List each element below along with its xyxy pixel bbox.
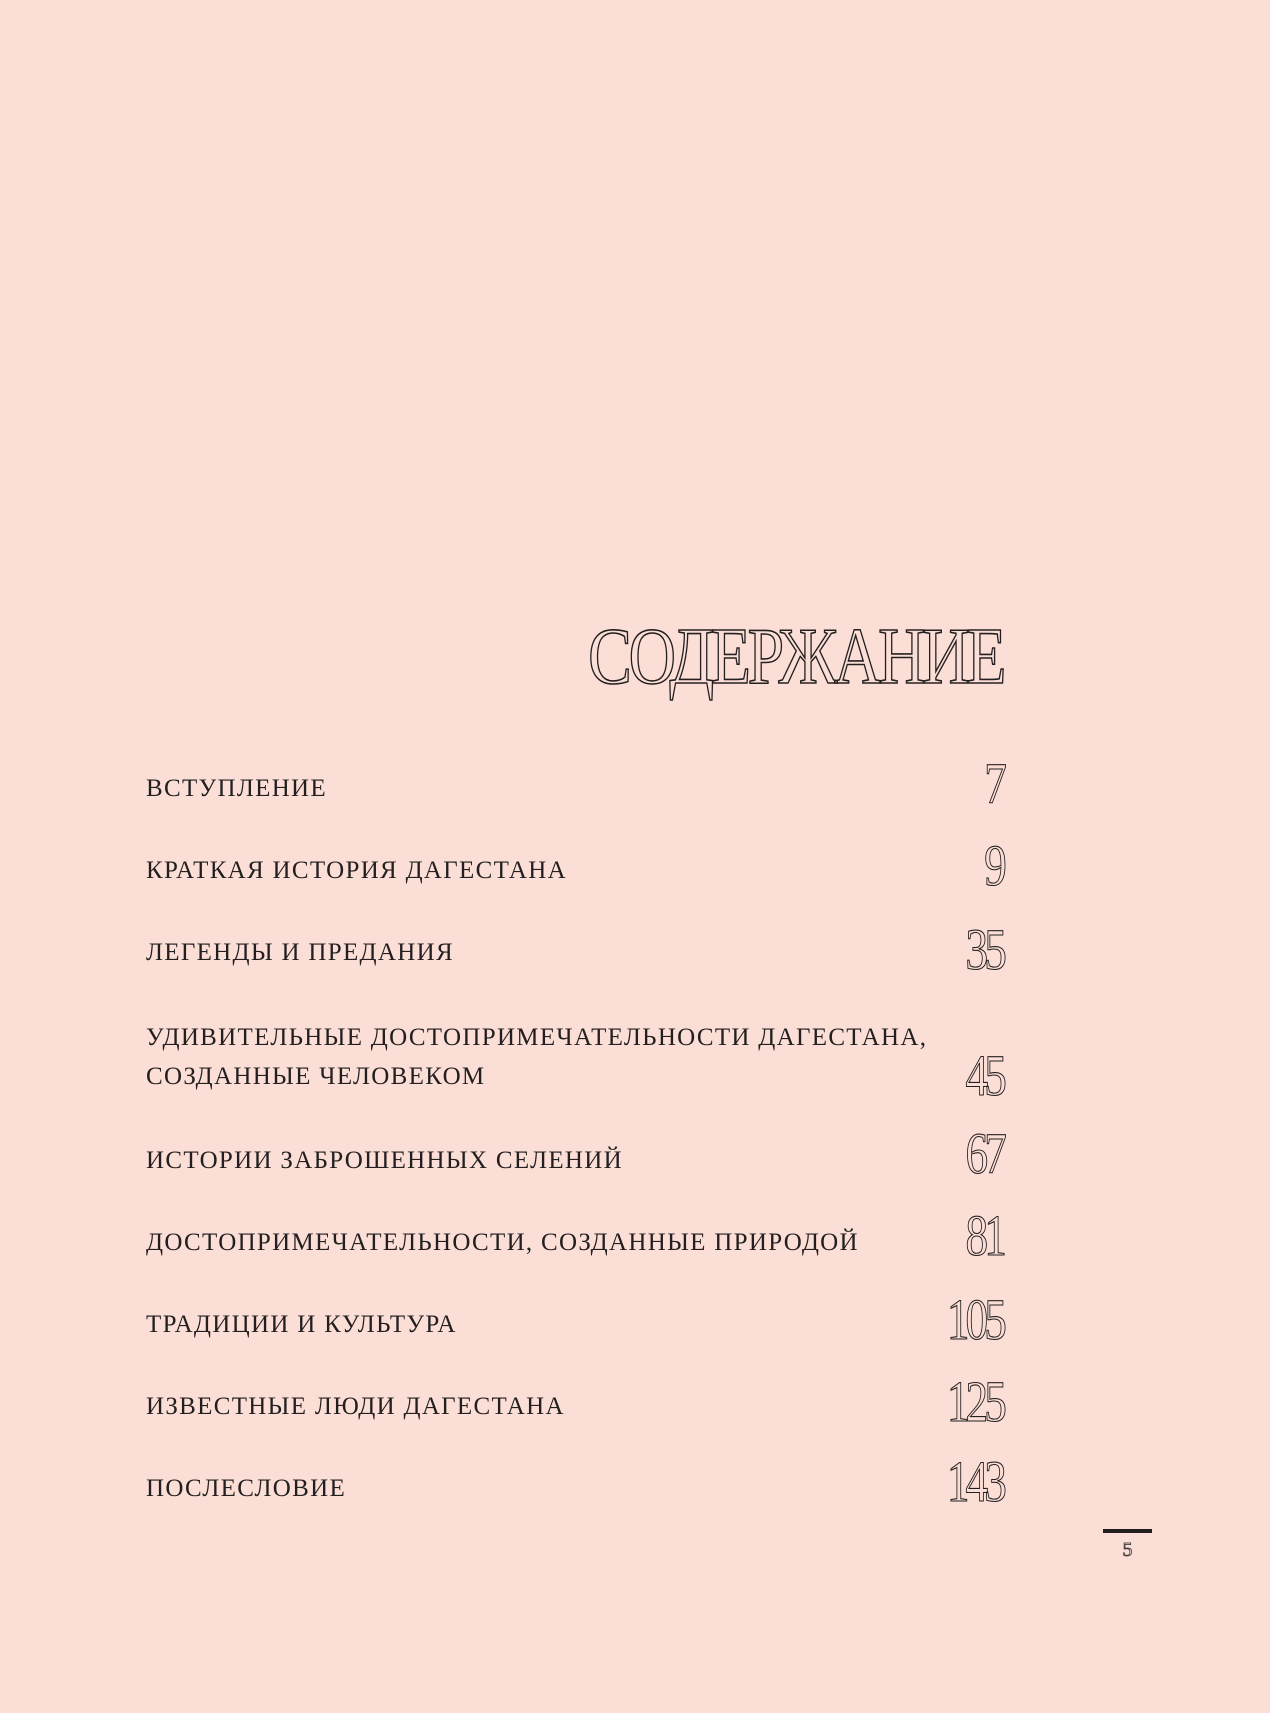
toc-entry-page-number: 125 (946, 1369, 1003, 1434)
toc-entry-label: УДИВИТЕЛЬНЫЕ ДОСТОПРИМЕЧАТЕЛЬНОСТИ ДАГЕСТАНА, (146, 1024, 928, 1051)
toc-entry-label: ЛЕГЕНДЫ И ПРЕДАНИЯ (146, 939, 454, 966)
toc-entry-page-number: 45 (965, 1043, 1003, 1108)
toc-entry-page-number: 9 (984, 833, 1003, 898)
toc-entry-label-line-2: СОЗДАННЫЕ ЧЕЛОВЕКОМ (146, 1063, 486, 1090)
toc-entry-page-number: 35 (965, 917, 1003, 982)
page-title: СОДЕРЖАНИЕ (587, 613, 1003, 701)
folio-rule (1103, 1529, 1152, 1533)
toc-entry-label: ТРАДИЦИИ И КУЛЬТУРА (146, 1311, 457, 1338)
toc-entry-page-number: 143 (946, 1449, 1003, 1514)
toc-entry-page-number: 81 (965, 1203, 1003, 1268)
toc-entry-label: ИЗВЕСТНЫЕ ЛЮДИ ДАГЕСТАНА (146, 1393, 565, 1420)
toc-entry-label: ПОСЛЕСЛОВИЕ (146, 1475, 347, 1502)
toc-entry-label: ИСТОРИИ ЗАБРОШЕННЫХ СЕЛЕНИЙ (146, 1147, 623, 1174)
page-number: 5 (1122, 1539, 1133, 1561)
toc-entry-label: ВСТУПЛЕНИЕ (146, 775, 327, 802)
toc-entry-page-number: 7 (984, 751, 1003, 816)
toc-entry-page-number: 67 (965, 1121, 1003, 1186)
toc-entry-label: ДОСТОПРИМЕЧАТЕЛЬНОСТИ, СОЗДАННЫЕ ПРИРОДОЙ (146, 1229, 859, 1256)
toc-entry-page-number: 105 (946, 1287, 1003, 1352)
toc-entry-label: КРАТКАЯ ИСТОРИЯ ДАГЕСТАНА (146, 857, 567, 884)
